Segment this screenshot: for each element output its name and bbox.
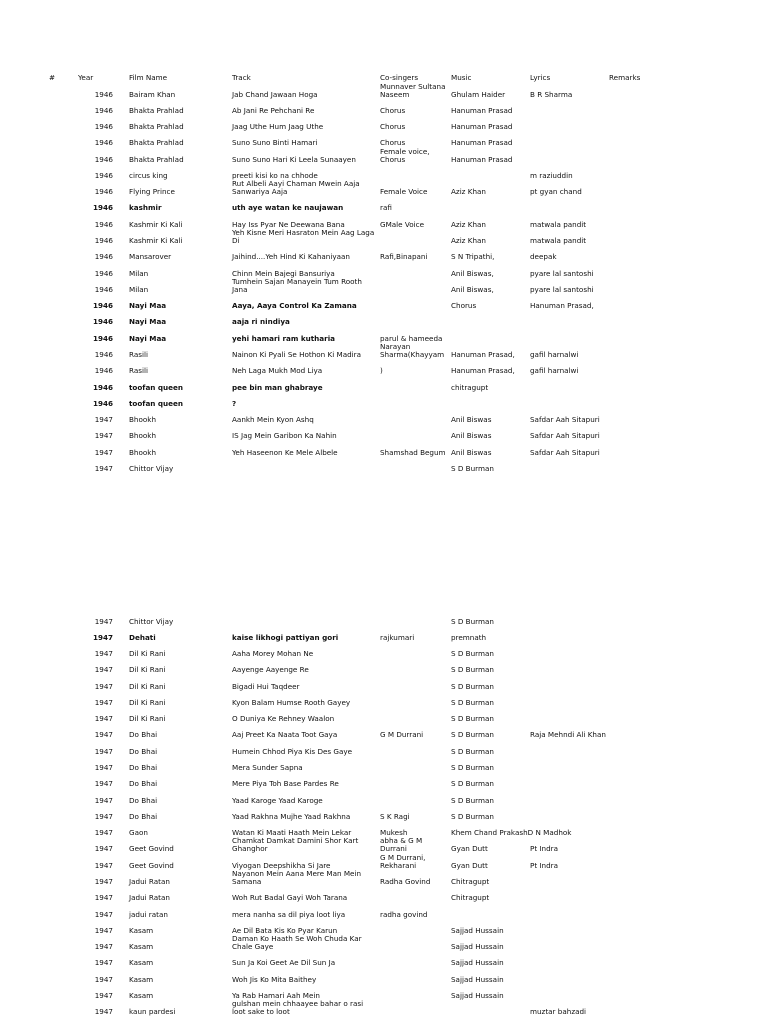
table-row — [0, 276, 768, 298]
cell-year: 1946 — [94, 170, 113, 180]
table-row — [0, 776, 768, 792]
cell-track: kaise likhogi pattiyan gori — [232, 632, 339, 642]
cell-music: S D Burman — [451, 746, 494, 756]
cell-year: 1947 — [94, 665, 113, 675]
table-row — [0, 727, 768, 743]
table-row — [0, 200, 768, 216]
cell-music: S D Burman — [451, 463, 494, 473]
cell-music: Sajjad Hussain — [451, 974, 504, 984]
cell-film: Nayi Maa — [129, 301, 167, 311]
cell-year: 1946 — [94, 349, 113, 359]
cell-cos: Chorus — [380, 122, 406, 132]
cell-music: S D Burman — [451, 795, 494, 805]
cell-track: Yaad Karoge Yaad Karoge — [232, 795, 323, 805]
cell-film: Bairam Khan — [129, 89, 176, 99]
cell-track: Woh Rut Badal Gayi Woh Tarana — [232, 893, 348, 903]
cell-music: Chitragupt — [451, 893, 490, 903]
cell-year: 1946 — [94, 154, 113, 164]
header-cosingers: Co-singers — [380, 73, 419, 82]
cell-lyr: B R Sharma — [530, 89, 573, 99]
cell-film: Flying Prince — [129, 187, 175, 197]
cell-track: Jaihind....Yeh Hind Ki Kahaniyaan — [232, 252, 350, 262]
cell-cos: Female voice, Chorus — [380, 146, 430, 164]
cell-cos: ) — [380, 366, 383, 376]
cell-film: Kasam — [129, 925, 154, 935]
cell-cos: Shamshad Begum — [380, 447, 446, 457]
cell-year: 1946 — [94, 89, 113, 99]
cell-track: pee bin man ghabraye — [232, 382, 323, 392]
cell-track: Nayanon Mein Aana Mere Man Mein Samana — [232, 868, 362, 886]
cell-track: O Duniya Ke Rehney Waalon — [232, 714, 335, 724]
table-row — [0, 744, 768, 760]
cell-lyr: Hanuman Prasad, — [530, 301, 594, 311]
cell-film: Nayi Maa — [129, 333, 167, 343]
cell-track: Sun Ja Koi Geet Ae Dil Sun Ja — [232, 958, 336, 968]
table-row — [0, 695, 768, 711]
cell-track: Aaj Preet Ka Naata Toot Gaya — [232, 730, 338, 740]
cell-cos: rajkumari — [380, 632, 415, 642]
cell-film: Dil Ki Rani — [129, 697, 166, 707]
cell-film: Bhakta Prahlad — [129, 154, 184, 164]
cell-music: Sajjad Hussain — [451, 958, 504, 968]
cell-track: Chinn Mein Bajegi Bansuriya — [232, 268, 335, 278]
cell-track: Aayenge Aayenge Re — [232, 665, 309, 675]
cell-year: 1946 — [94, 219, 113, 229]
cell-lyr: m raziuddin — [530, 170, 573, 180]
cell-track: Aankh Mein Kyon Ashq — [232, 415, 314, 425]
cell-music: Hanuman Prasad — [451, 154, 513, 164]
cell-year: 1946 — [92, 398, 113, 408]
cell-track: Jab Chand Jawaan Hoga — [232, 89, 318, 99]
cell-year: 1947 — [94, 616, 113, 626]
cell-year: 1946 — [94, 268, 113, 278]
cell-lyr: Safdar Aah Sitapuri — [530, 415, 600, 425]
cell-film: Nayi Maa — [129, 317, 167, 327]
table-row — [0, 890, 768, 906]
cell-film: Do Bhai — [129, 746, 158, 756]
cell-film: Do Bhai — [129, 763, 158, 773]
cell-music: Khem Chand PrakashD N Madhok — [451, 828, 572, 838]
cell-lyr: matwala pandit — [530, 236, 587, 246]
cell-year: 1947 — [94, 681, 113, 691]
table-row — [0, 760, 768, 776]
cell-cos: Radha Govind — [380, 876, 431, 886]
cell-track: Tumhein Sajan Manayein Tum Rooth Jana — [232, 276, 362, 294]
table-row — [0, 988, 768, 1004]
cell-cos: Munnaver Sultana Naseem — [380, 81, 446, 99]
table-row — [0, 614, 768, 630]
cell-music: S D Burman — [451, 697, 494, 707]
cell-music: S N Tripathi, — [451, 252, 495, 262]
table-row — [0, 662, 768, 678]
cell-film: Do Bhai — [129, 730, 158, 740]
cell-year: 1947 — [94, 697, 113, 707]
cell-cos: Rafi,Binapani — [380, 252, 428, 262]
cell-cos: Mukesh — [380, 828, 408, 838]
header-year: Year — [78, 73, 94, 82]
cell-music: Hanuman Prasad, — [451, 366, 515, 376]
cell-year: 1947 — [94, 1007, 113, 1017]
cell-year: 1946 — [92, 333, 113, 343]
table-row — [0, 249, 768, 265]
cell-film: Geet Govind — [129, 860, 174, 870]
cell-track: Rut Albeli Aayi Chaman Mwein Aaja Sanwariya Aaja — [232, 179, 360, 197]
cell-film: Bhookh — [129, 415, 156, 425]
cell-film: Jadui Ratan — [129, 876, 170, 886]
cell-track: preeti kisi ko na chhode — [232, 170, 318, 180]
cell-film: Dil Ki Rani — [129, 649, 166, 659]
table-row — [0, 934, 768, 955]
cell-music: S D Burman — [451, 681, 494, 691]
cell-lyr: Pt Indra — [530, 844, 559, 854]
table-row — [0, 428, 768, 444]
cell-music: Anil Biswas, — [451, 284, 494, 294]
cell-music: S D Burman — [451, 714, 494, 724]
cell-cos: rafi — [380, 203, 392, 213]
cell-track: Viyogan Deepshikha Si Jare — [232, 860, 331, 870]
cell-cos: G M Durrani, Rekharani — [380, 852, 426, 870]
cell-year: 1947 — [94, 811, 113, 821]
cell-year: 1946 — [94, 122, 113, 132]
cell-year: 1947 — [94, 730, 113, 740]
cell-year: 1947 — [94, 431, 113, 441]
cell-cos: Female Voice — [380, 187, 428, 197]
header-num: # — [49, 73, 56, 82]
cell-music: S D Burman — [451, 763, 494, 773]
cell-music: Hanuman Prasad, — [451, 349, 515, 359]
table-row — [0, 266, 768, 282]
cell-music: Hanuman Prasad — [451, 122, 513, 132]
cell-cos: GMale Voice — [380, 219, 425, 229]
cell-music: Sajjad Hussain — [451, 990, 504, 1000]
header-lyrics: Lyrics — [530, 73, 551, 82]
table-row — [0, 907, 768, 923]
cell-film: Kasam — [129, 974, 154, 984]
header-remarks: Remarks — [609, 73, 641, 82]
cell-lyr: Raja Mehndi Ali Khan — [530, 730, 606, 740]
cell-lyr: pyare lal santoshi — [530, 284, 594, 294]
cell-year: 1946 — [92, 317, 113, 327]
cell-music: Sajjad Hussain — [451, 925, 504, 935]
cell-lyr: gafil harnalwi — [530, 366, 579, 376]
cell-year: 1947 — [94, 714, 113, 724]
cell-year: 1946 — [92, 382, 113, 392]
cell-track: Yeh Haseenon Ke Mele Albele — [232, 447, 338, 457]
cell-year: 1947 — [94, 893, 113, 903]
cell-track: uth aye watan ke naujawan — [232, 203, 344, 213]
cell-track: Suno Suno Hari Ki Leela Sunaayen — [232, 154, 356, 164]
cell-track: Ae Dil Bata Kis Ko Pyar Karun — [232, 925, 338, 935]
cell-film: Rasili — [129, 349, 148, 359]
table-row — [0, 955, 768, 971]
cell-film: Kashmir Ki Kali — [129, 236, 183, 246]
table-row — [0, 146, 768, 168]
cell-year: 1947 — [94, 990, 113, 1000]
cell-year: 1947 — [94, 974, 113, 984]
cell-film: Kasam — [129, 958, 154, 968]
cell-music: Aziz Khan — [451, 219, 486, 229]
cell-film: Bhookh — [129, 447, 156, 457]
cell-track: Jaag Uthe Hum Jaag Uthe — [232, 122, 324, 132]
cell-year: 1946 — [92, 203, 113, 213]
cell-year: 1947 — [92, 632, 113, 642]
cell-year: 1947 — [94, 925, 113, 935]
cell-year: 1947 — [94, 828, 113, 838]
cell-track: Daman Ko Haath Se Woh Chuda Kar Chale Gaye — [232, 934, 362, 952]
cell-track: Ya Rab Hamari Aah Mein — [232, 990, 320, 1000]
table-row — [0, 999, 768, 1020]
cell-year: 1947 — [94, 942, 113, 952]
cell-lyr: pt gyan chand — [530, 187, 582, 197]
table-row — [0, 217, 768, 233]
cell-lyr: Safdar Aah Sitapuri — [530, 431, 600, 441]
table-row — [0, 923, 768, 939]
cell-track: Bigadi Hui Taqdeer — [232, 681, 300, 691]
cell-track: Kyon Balam Humse Rooth Gayey — [232, 697, 351, 707]
cell-film: Milan — [129, 268, 149, 278]
cell-track: Woh Jis Ko Mita Baithey — [232, 974, 317, 984]
cell-film: toofan queen — [129, 398, 184, 408]
cell-film: Jadui Ratan — [129, 893, 170, 903]
cell-year: 1947 — [94, 795, 113, 805]
cell-lyr: matwala pandit — [530, 219, 587, 229]
cell-cos: Chorus — [380, 105, 406, 115]
cell-music: S D Burman — [451, 665, 494, 675]
cell-film: Bhakta Prahlad — [129, 105, 184, 115]
cell-film: kashmir — [129, 203, 162, 213]
cell-music: Sajjad Hussain — [451, 942, 504, 952]
cell-music: Hanuman Prasad — [451, 138, 513, 148]
cell-year: 1946 — [94, 236, 113, 246]
cell-music: Aziz Khan — [451, 236, 486, 246]
cell-film: Rasili — [129, 366, 148, 376]
cell-music: Hanuman Prasad — [451, 105, 513, 115]
cell-year: 1947 — [94, 649, 113, 659]
cell-music: Ghulam Haider — [451, 89, 506, 99]
cell-track: Aaha Morey Mohan Ne — [232, 649, 314, 659]
cell-film: jadui ratan — [129, 909, 168, 919]
cell-year: 1947 — [94, 779, 113, 789]
table-row — [0, 396, 768, 412]
cell-year: 1946 — [94, 284, 113, 294]
header-track: Track — [232, 73, 251, 82]
cell-film: Bhakta Prahlad — [129, 122, 184, 132]
cell-film: Geet Govind — [129, 844, 174, 854]
cell-cos: Narayan Sharma(Khayyam — [380, 341, 445, 359]
cell-film: Do Bhai — [129, 811, 158, 821]
table-row — [0, 380, 768, 396]
cell-lyr: pyare lal santoshi — [530, 268, 594, 278]
cell-track: Neh Laga Mukh Mod Liya — [232, 366, 323, 376]
cell-film: Dil Ki Rani — [129, 681, 166, 691]
table-row — [0, 852, 768, 874]
cell-film: Mansarover — [129, 252, 172, 262]
cell-film: Bhakta Prahlad — [129, 138, 184, 148]
cell-cos: parul & hameeda — [380, 333, 443, 343]
cell-track: Humein Chhod Piya Kis Des Gaye — [232, 746, 353, 756]
table-row — [0, 711, 768, 727]
cell-cos: abha & G M Durrani — [380, 836, 423, 854]
table-row — [0, 363, 768, 379]
cell-film: Chittor Vijay — [129, 616, 174, 626]
cell-year: 1946 — [94, 138, 113, 148]
cell-music: S D Burman — [451, 811, 494, 821]
cell-lyr: muztar bahzadi — [530, 1007, 587, 1017]
cell-year: 1947 — [94, 415, 113, 425]
cell-music: Aziz Khan — [451, 187, 486, 197]
cell-track: Mere Piya Toh Base Pardes Re — [232, 779, 339, 789]
cell-track: Chamkat Damkat Damini Shor Kart Ghanghor — [232, 836, 359, 854]
table-row — [0, 228, 768, 249]
cell-film: Dehati — [129, 632, 156, 642]
cell-track: ? — [232, 398, 237, 408]
table-row — [0, 646, 768, 662]
table-row — [0, 298, 768, 314]
cell-track: Yeh Kisne Meri Hasraton Mein Aag Laga Di — [232, 228, 375, 246]
cell-track: Aaya, Aaya Control Ka Zamana — [232, 301, 357, 311]
cell-track: mera nanha sa dil piya loot liya — [232, 909, 346, 919]
cell-film: kaun pardesi — [129, 1007, 176, 1017]
cell-year: 1947 — [94, 447, 113, 457]
cell-lyr: Pt Indra — [530, 860, 559, 870]
cell-year: 1947 — [94, 763, 113, 773]
table-row — [0, 81, 768, 103]
cell-music: Gyan Dutt — [451, 844, 488, 854]
cell-music: chitragupt — [451, 382, 489, 392]
cell-year: 1947 — [94, 958, 113, 968]
cell-year: 1946 — [94, 252, 113, 262]
cell-year: 1946 — [94, 366, 113, 376]
cell-music: Anil Biswas, — [451, 268, 494, 278]
cell-year: 1947 — [94, 746, 113, 756]
table-row — [0, 809, 768, 825]
cell-track: Suno Suno Binti Hamari — [232, 138, 318, 148]
table-row — [0, 445, 768, 461]
header-music: Music — [451, 73, 472, 82]
table-row — [0, 868, 768, 890]
cell-film: Do Bhai — [129, 795, 158, 805]
table-row — [0, 341, 768, 363]
cell-film: Kasam — [129, 990, 154, 1000]
cell-cos: S K Ragi — [380, 811, 410, 821]
table-row — [0, 972, 768, 988]
cell-film: Dil Ki Rani — [129, 714, 166, 724]
cell-year: 1947 — [94, 860, 113, 870]
cell-year: 1947 — [94, 876, 113, 886]
table-row — [0, 461, 768, 477]
cell-music: premnath — [451, 632, 487, 642]
table-row — [0, 679, 768, 695]
cell-film: Bhookh — [129, 431, 156, 441]
cell-year: 1947 — [94, 844, 113, 854]
table-row — [0, 793, 768, 809]
cell-track: yehi hamari ram kutharia — [232, 333, 336, 343]
table-row — [0, 412, 768, 428]
cell-track: gulshan mein chhaayee bahar o rasi loot sake to loot — [232, 999, 364, 1017]
cell-track: IS Jag Mein Garibon Ka Nahin — [232, 431, 337, 441]
cell-music: Anil Biswas — [451, 415, 492, 425]
cell-film: Chittor Vijay — [129, 463, 174, 473]
cell-cos: Chorus — [380, 138, 406, 148]
cell-film: circus king — [129, 170, 168, 180]
cell-film: Milan — [129, 284, 149, 294]
cell-track: Nainon Ki Pyali Se Hothon Ki Madira — [232, 349, 362, 359]
cell-year: 1946 — [94, 187, 113, 197]
table-row — [0, 179, 768, 200]
cell-music: S D Burman — [451, 616, 494, 626]
table-row — [0, 314, 768, 330]
cell-music: Anil Biswas — [451, 431, 492, 441]
cell-cos: G M Durrani — [380, 730, 424, 740]
cell-film: Kasam — [129, 942, 154, 952]
cell-music: S D Burman — [451, 730, 494, 740]
cell-music: S D Burman — [451, 779, 494, 789]
cell-track: Mera Sunder Sapna — [232, 763, 303, 773]
cell-film: Kashmir Ki Kali — [129, 219, 183, 229]
cell-film: Do Bhai — [129, 779, 158, 789]
table-row — [0, 103, 768, 119]
cell-film: toofan queen — [129, 382, 184, 392]
cell-lyr: gafil harnalwi — [530, 349, 579, 359]
cell-track: Watan Ki Maati Haath Mein Lekar — [232, 828, 352, 838]
table-row — [0, 630, 768, 646]
cell-track: aaja ri nindiya — [232, 317, 290, 327]
table-row — [0, 168, 768, 184]
cell-track: Ab Jani Re Pehchani Re — [232, 105, 315, 115]
cell-year: 1947 — [94, 909, 113, 919]
cell-music: Anil Biswas — [451, 447, 492, 457]
cell-music: Chorus — [451, 301, 477, 311]
cell-lyr: Safdar Aah Sitapuri — [530, 447, 600, 457]
cell-year: 1947 — [94, 463, 113, 473]
cell-film: Gaon — [129, 828, 148, 838]
cell-music: S D Burman — [451, 649, 494, 659]
cell-track: Hay Iss Pyar Ne Deewana Bana — [232, 219, 345, 229]
cell-cos: radha govind — [380, 909, 428, 919]
cell-track: Yaad Rakhna Mujhe Yaad Rakhna — [232, 811, 351, 821]
cell-music: Chitragupt — [451, 876, 490, 886]
cell-year: 1946 — [94, 105, 113, 115]
cell-year: 1946 — [92, 301, 113, 311]
table-row — [0, 119, 768, 135]
header-film: Film Name — [129, 73, 168, 82]
cell-film: Dil Ki Rani — [129, 665, 166, 675]
cell-music: Gyan Dutt — [451, 860, 488, 870]
cell-lyr: deepak — [530, 252, 557, 262]
